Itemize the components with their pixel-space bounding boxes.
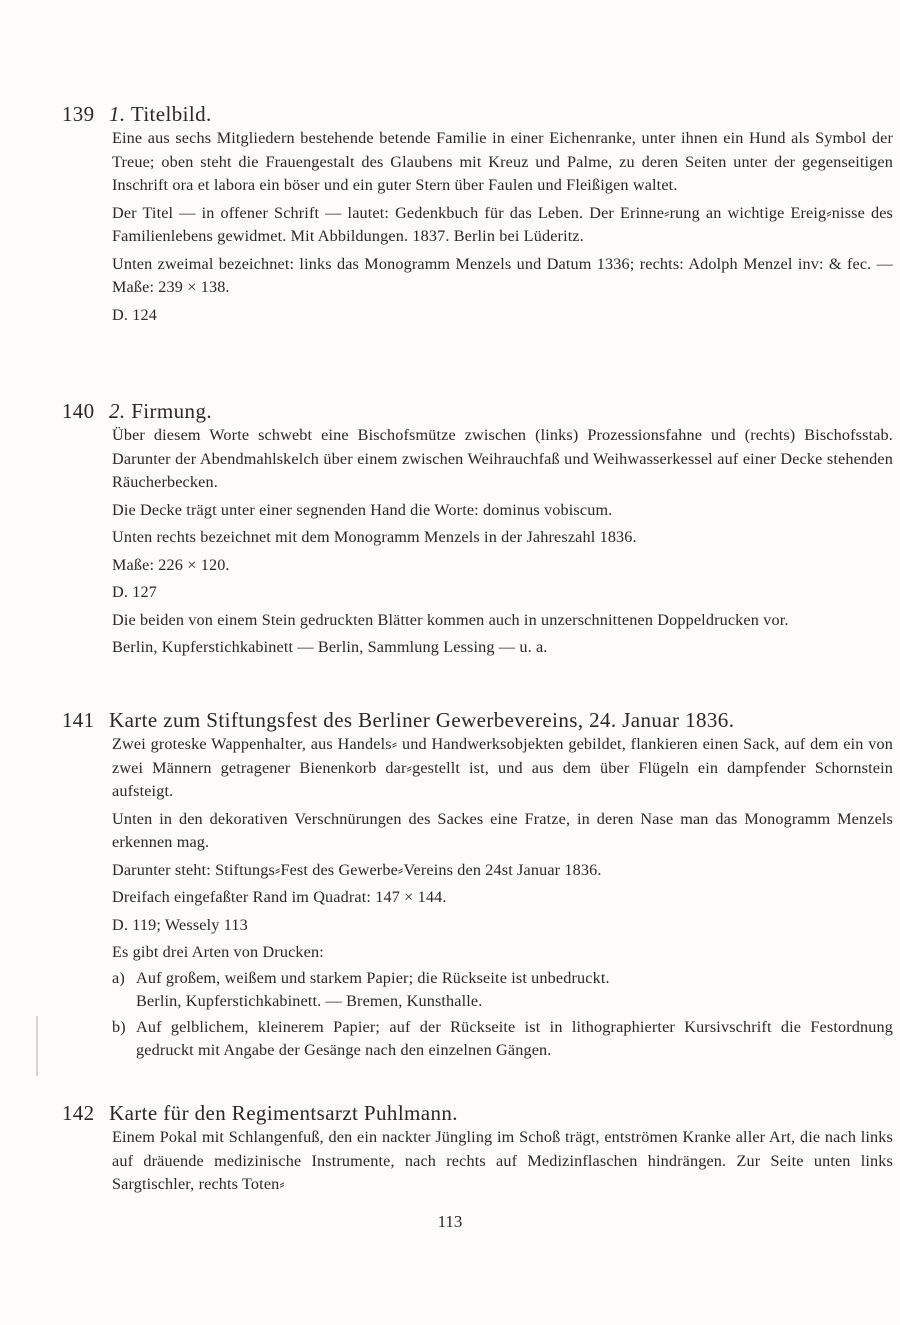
paragraph: Es gibt drei Arten von Drucken: [112,943,324,961]
entry-number: 142 [62,1101,95,1125]
catalog-entry-139 [62,101,893,331]
catalog-entry-141 [62,707,893,1065]
entry-title [109,1100,458,1126]
paragraph: Unten rechts bezeichnet mit dem Monogramm Menzels in der Jahreszahl 1836. [112,528,637,546]
entry-title [109,101,212,127]
paragraph: Unten in den dekorativen Verschnürungen des Sackes eine Fratze, in deren Nase man das Monogramm Menzels erkennen mag. [112,809,893,851]
page-number: 113 [437,1212,463,1231]
catalog-entry-140 [62,398,893,664]
list-line: Auf großem, weißem und starkem Papier; die Rückseite ist unbedruckt. [136,968,610,987]
title-text: Karte für den Regimentsarzt Puhlmann. [109,1101,458,1125]
list-item [112,1016,893,1063]
dimensions: Maße: 226 × 120. [112,555,230,574]
entry-body [112,127,893,327]
title-text: Titelbild. [125,102,212,126]
reference: D. 124 [112,305,157,324]
list-line: Berlin, Kupferstichkabinett. — Bremen, Kunsthalle. [136,992,483,1010]
title-text: Firmung. [125,399,213,423]
entry-body [112,424,893,660]
catalog-entry-142 [62,1100,893,1201]
paragraph: Darunter steht: Stiftungs⸗Fest des Gewerbe⸗Vereins den 24st Januar 1836. [112,860,602,879]
paragraph: Die beiden von einem Stein gedruckten Blätter kommen auch in unzerschnittenen Doppeldrucken vor. [112,610,789,629]
entry-heading [62,707,842,733]
list-line: Auf gelblichem, kleinerem Papier; auf der Rückseite ist in lithographierter Kursivschrift die Festordnung gedruckt mit Angabe der Gesänge nach den einzelnen Gängen. [136,1017,893,1059]
title-text: Karte zum Stiftungsfest des Berliner Gewerbevereins, 24. Januar 1836. [109,708,735,732]
entry-title [109,707,734,733]
entry-body [112,733,893,1063]
dimensions: Dreifach eingefaßter Rand im Quadrat: 147 × 144. [112,888,447,906]
list-item [112,967,893,1014]
paragraph: Der Titel — in offener Schrift — lautet: Gedenkbuch für das Leben. Der Erinne⸗rung an wichtige Ereig⸗nisse des Familienlebens gewidmet. Mit Abbildungen. 1837. Berlin bei Lüderitz. [112,203,893,245]
entry-number: 141 [62,708,95,732]
reference: D. 119; Wessely 113 [112,915,248,934]
entry-number: 140 [62,399,95,423]
list-text [136,1016,893,1063]
paragraph: Einem Pokal mit Schlangenfuß, den ein nackter Jüngling im Schoß trägt, entströmen Kranke aller Art, die nach links auf dräuende medizinische Instrumente, nach rechts auf Medizinflaschen hindrängen. Zur Seite unten links Sargtischler, rechts Toten⸗ [112,1128,893,1193]
title-prefix: 2. [109,399,126,423]
paragraph: Die Decke trägt unter einer segnenden Hand die Worte: dominus vobiscum. [112,500,613,519]
entry-heading [62,398,842,424]
collections: Berlin, Kupferstichkabinett — Berlin, Sammlung Lessing — u. a. [112,638,548,656]
list-text [136,967,893,1014]
paragraph: Unten zweimal bezeichnet: links das Monogramm Menzels und Datum 1336; rechts: Adolph Menzel inv: & fec. — Maße: 239 × 138. [112,254,893,296]
title-prefix: 1. [109,102,126,126]
reference: D. 127 [112,583,157,601]
list-label: a) [112,968,125,987]
entry-title [109,398,212,424]
paragraph: Zwei groteske Wappenhalter, aus Handels⸗ und Handwerksobjekten gebildet, flankieren einen Sack, auf dem ein von zwei Männern getragener Bienenkorb dar⸗gestellt ist, und aus dem über Flügeln ein dampfender Schornstein aufsteigt. [112,735,893,800]
margin-mark [36,1016,38,1076]
entry-heading [62,1100,842,1126]
entry-number: 139 [62,102,95,126]
list-label: b) [112,1017,126,1036]
entry-body [112,1126,893,1197]
entry-heading [62,101,842,127]
paragraph: Über diesem Worte schwebt eine Bischofsmütze zwischen (links) Prozessionsfahne und (rechts) Bischofsstab. Darunter der Abendmahlskelch über einem zwischen Weihrauchfaß und Weihwasserkessel auf einer Decke stehenden Räucherbecken. [112,426,893,491]
paragraph: Eine aus sechs Mitgliedern bestehende betende Familie in einer Eichenranke, unter ihnen ein Hund als Symbol der Treue; oben steht die Frauengestalt des Glaubens mit Kreuz und Palme, zu deren Seiten unter der gegenseitigen Inschrift ora et labora ein böser und ein guter Stern über Faulen und Fleißigen waltet. [112,129,893,194]
